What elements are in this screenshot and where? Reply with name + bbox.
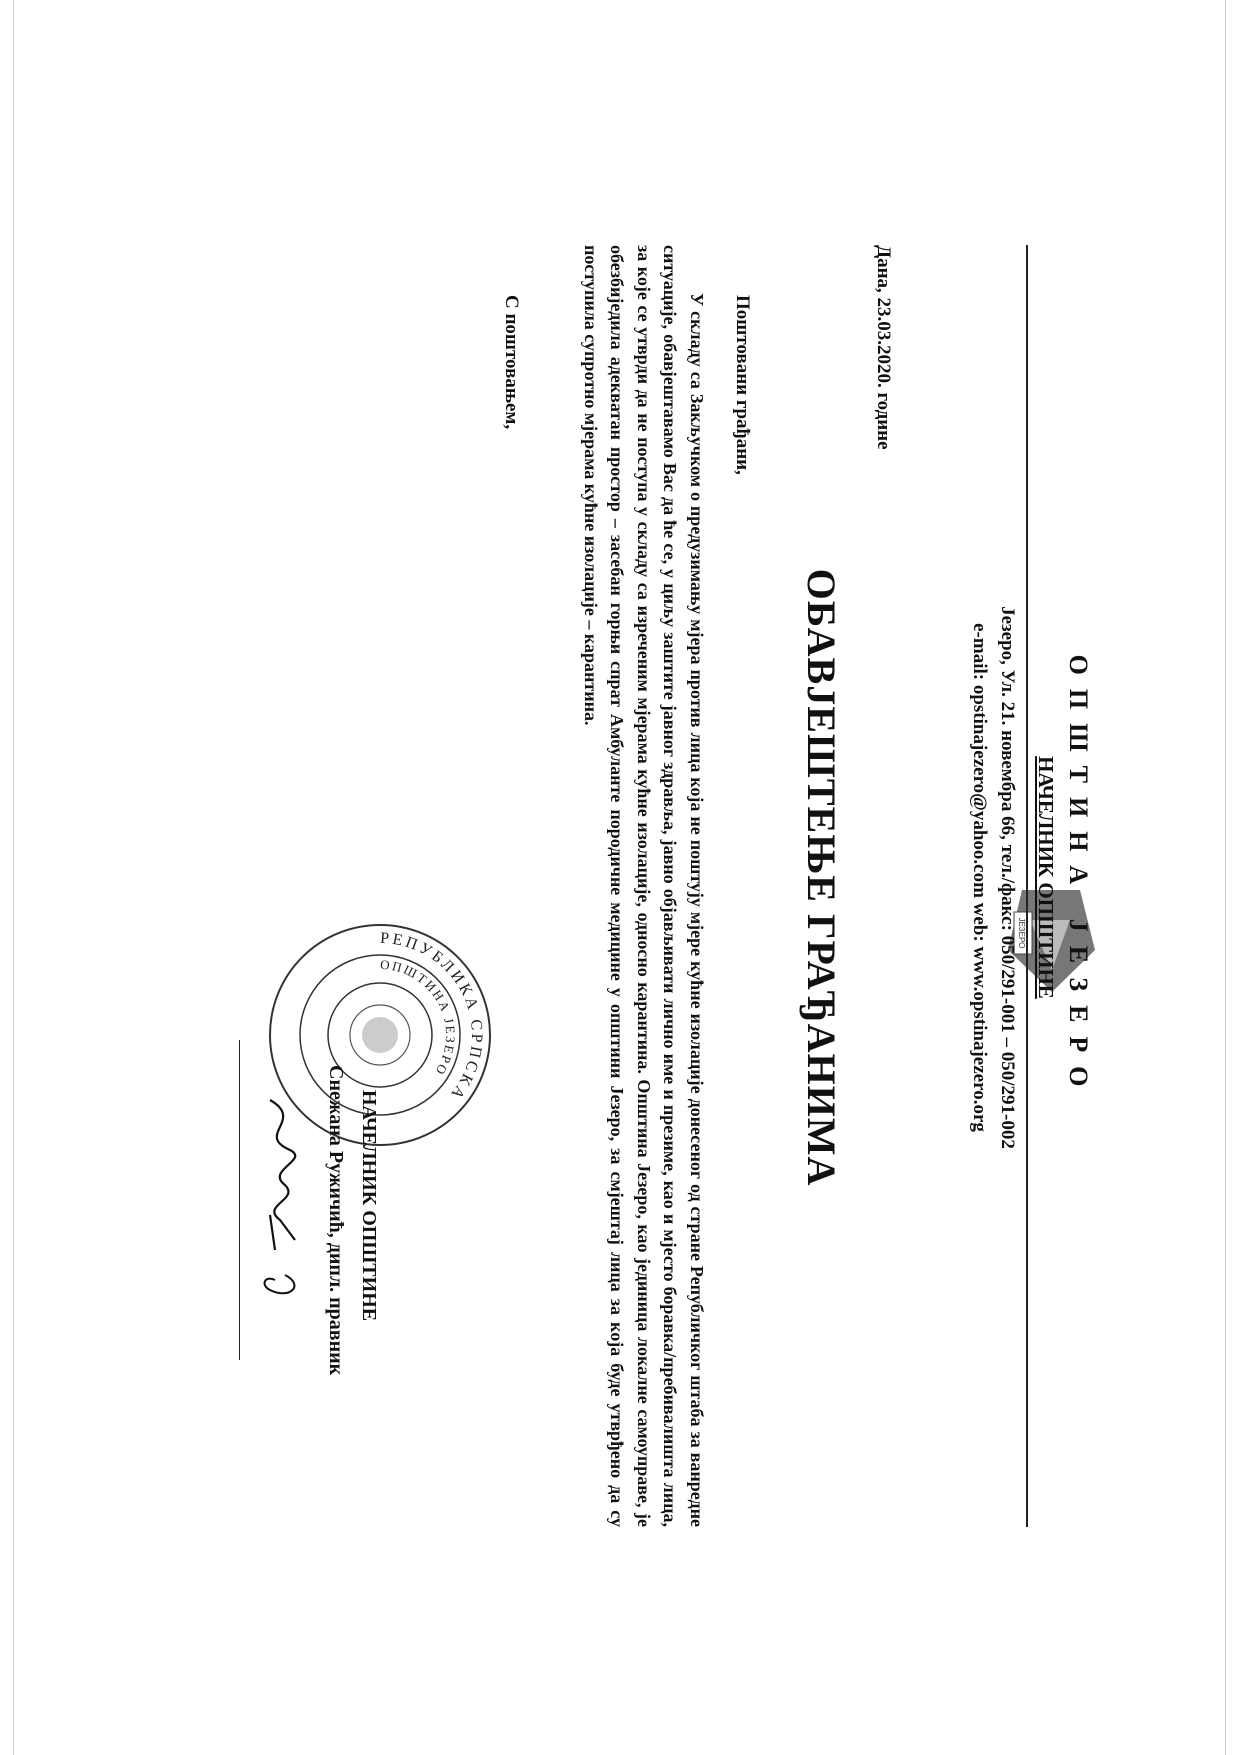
document-date: Дана, 23.03.2020. године xyxy=(873,245,894,450)
municipality-name: ОПШТИНА ЈЕЗЕРО xyxy=(1064,654,1093,1101)
stamp-outer-text: РЕПУБЛИКА СРПСКА xyxy=(379,929,486,1105)
document-title: ОБАВЈЕШТЕЊЕ ГРАЂАНИМА xyxy=(799,568,844,1187)
address-line: Језеро, Ул. 21. новембра 66, тел./факс: 050/291-001 – 050/291-002 xyxy=(997,606,1018,1149)
signer-name: Снежана Ружичић, дипл. правник xyxy=(325,1065,347,1376)
contact-line: e-mail: opstinajezero@yahoo.com web: www.opstinajezero.org xyxy=(969,623,990,1132)
scan-edge-line xyxy=(1225,0,1226,1755)
closing: С поштовањем, xyxy=(501,295,522,430)
stamp-inner-text: ОПШТИНА ЈЕЗЕРО xyxy=(379,956,459,1079)
office-name: НАЧЕЛНИК ОПШТИНЕ xyxy=(1034,756,1058,999)
scan-edge-line xyxy=(13,0,14,1755)
logo-text: ЈЕЗЕРО xyxy=(1017,917,1026,949)
greeting: Поштовани грађани, xyxy=(732,295,753,475)
signer-title: НАЧЕЛНИК ОПШТИНЕ xyxy=(358,1090,380,1322)
handwritten-signature xyxy=(235,1090,325,1320)
header-divider xyxy=(1026,245,1028,1527)
body-paragraph: У складу са Закључком о предузимању мјера против лица која не поштују мјере кућне изолације донесеног од стране Републичког штаба за ванредне ситуације, обавјештавамо Вас да ће се, у циљу заштите јавног здравља, јавно објављивати лично име и презиме, као и мјесто боравка/пребивалишта лица, за које се утврди да не поступа у складу са изреченим мјерама кућне изолације, односно карантина. Општина Језеро, као јединица локалне самоуправе, је обезбиједила адекватан простор – засебан горњи спрат Амбуланте породичне медицине у општини Језеро, за смјештај лица за која буде утврђено да су поступила супротно мјерама кућне изолације – карантина. xyxy=(581,245,707,1527)
signature-line xyxy=(239,1040,240,1360)
